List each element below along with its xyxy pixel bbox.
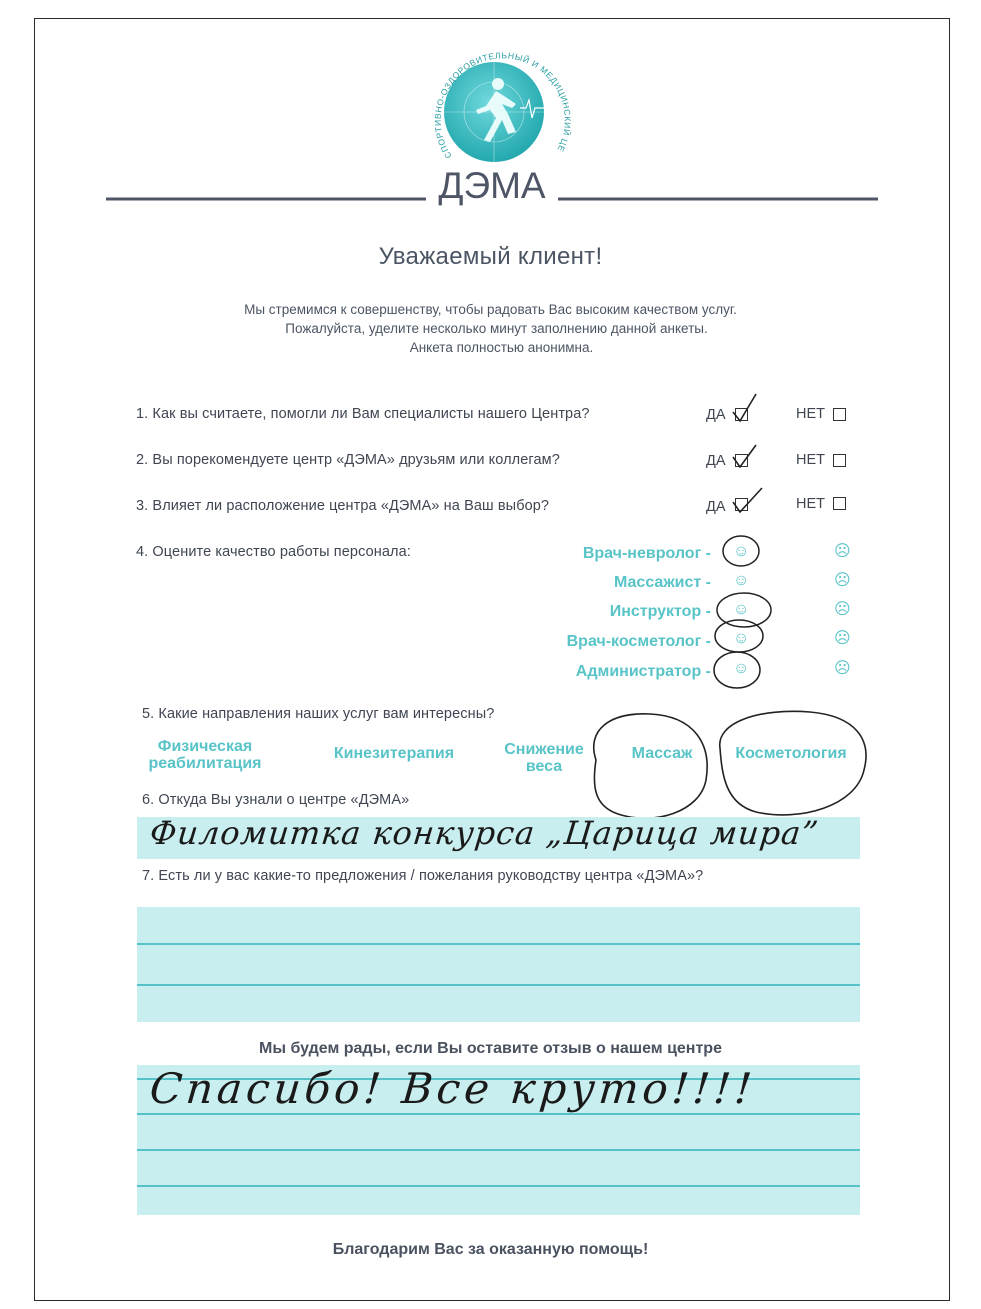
q7-answer-band[interactable] <box>137 907 860 1022</box>
staff-label-neurologist: Врач-невролог - <box>582 545 711 562</box>
question-4: 4. Оцените качество работы персонала: <box>136 544 411 560</box>
intro-line-1: Мы стремимся к совершенству, чтобы радовать Вас высоким качеством услуг. <box>244 302 737 317</box>
review-line-3 <box>137 1149 860 1151</box>
q2-yes-label: ДА <box>706 453 726 469</box>
q6-handwritten-answer: Филомитка конкурса „Царица мира” <box>148 814 821 852</box>
staff-label-masseur: Массажист - <box>614 574 711 591</box>
frown-bad-icon[interactable]: ☹ <box>834 572 851 589</box>
direction-massage-circle <box>594 714 707 818</box>
staff-label-administrator: Администратор - <box>575 663 711 680</box>
direction-kinesitherapy[interactable]: Кинезитерапия <box>333 745 455 762</box>
direction-physical-rehab[interactable]: Физическая реабилитация <box>148 738 262 772</box>
question-1: 1. Как вы считаете, помогли ли Вам специалисты нашего Центра? <box>136 406 590 422</box>
direction-cosmetology-circle <box>720 711 866 815</box>
q1-yes-label: ДА <box>706 407 726 423</box>
page-title: Уважаемый клиент! <box>378 243 603 270</box>
question-5: 5. Какие направления наших услуг вам интересны? <box>142 706 495 722</box>
smile-good-icon[interactable]: ☺ <box>733 660 750 677</box>
direction-cosmetology[interactable]: Косметология <box>735 745 847 762</box>
logo-brand: ДЭМА <box>438 165 546 206</box>
q2-no-label: НЕТ <box>796 452 825 468</box>
logo-arc-text: СПОРТИВНО-ОЗДОРОВИТЕЛЬНЫЙ И МЕДИЦИНСКИЙ ЦЕНТР <box>100 40 573 161</box>
review-line-2 <box>137 1113 860 1115</box>
direction-weight-loss[interactable]: Снижение веса <box>504 741 584 775</box>
review-line-4 <box>137 1185 860 1187</box>
q7-line-2 <box>137 984 860 986</box>
frown-bad-icon[interactable]: ☹ <box>834 543 851 560</box>
frown-bad-icon[interactable]: ☹ <box>834 660 851 677</box>
direction-massage[interactable]: Массаж <box>631 745 693 762</box>
question-2: 2. Вы порекомендуете центр «ДЭМА» друзьям или коллегам? <box>136 452 560 468</box>
staff-label-instructor: Инструктор - <box>609 603 711 620</box>
smile-good-icon[interactable]: ☺ <box>733 572 750 589</box>
q2-checkmark <box>733 445 756 467</box>
closing-text: Благодарим Вас за оказанную помощь! <box>332 1241 649 1258</box>
frown-bad-icon[interactable]: ☹ <box>834 601 851 618</box>
staff-label-cosmetologist: Врач-косметолог - <box>566 633 711 650</box>
q1-checkmark <box>733 394 756 421</box>
intro-line-2: Пожалуйста, уделите несколько минут заполнению данной анкеты. <box>285 321 708 336</box>
smile-good-icon[interactable]: ☺ <box>733 630 750 647</box>
question-7: 7. Есть ли у вас какие-то предложения / пожелания руководству центра «ДЭМА»? <box>142 868 704 884</box>
smile-good-icon[interactable]: ☺ <box>733 601 750 618</box>
q3-yes-label: ДА <box>706 499 726 515</box>
intro-line-3: Анкета полностью анонимна. <box>409 340 594 355</box>
question-6: 6. Откуда Вы узнали о центре «ДЭМА» <box>142 792 410 808</box>
question-3: 3. Влияет ли расположение центра «ДЭМА» на Ваш выбор? <box>136 498 550 514</box>
review-handwritten-text: Спасибо! Все круто!!!! <box>147 1064 758 1113</box>
q3-no-label: НЕТ <box>796 496 825 512</box>
q7-line-1 <box>137 943 860 945</box>
smile-good-icon[interactable]: ☺ <box>733 543 750 560</box>
q3-checkmark <box>733 488 762 512</box>
frown-bad-icon[interactable]: ☹ <box>834 630 851 647</box>
review-prompt: Мы будем рады, если Вы оставите отзыв о нашем центре <box>259 1040 722 1057</box>
q1-no-label: НЕТ <box>796 406 825 422</box>
